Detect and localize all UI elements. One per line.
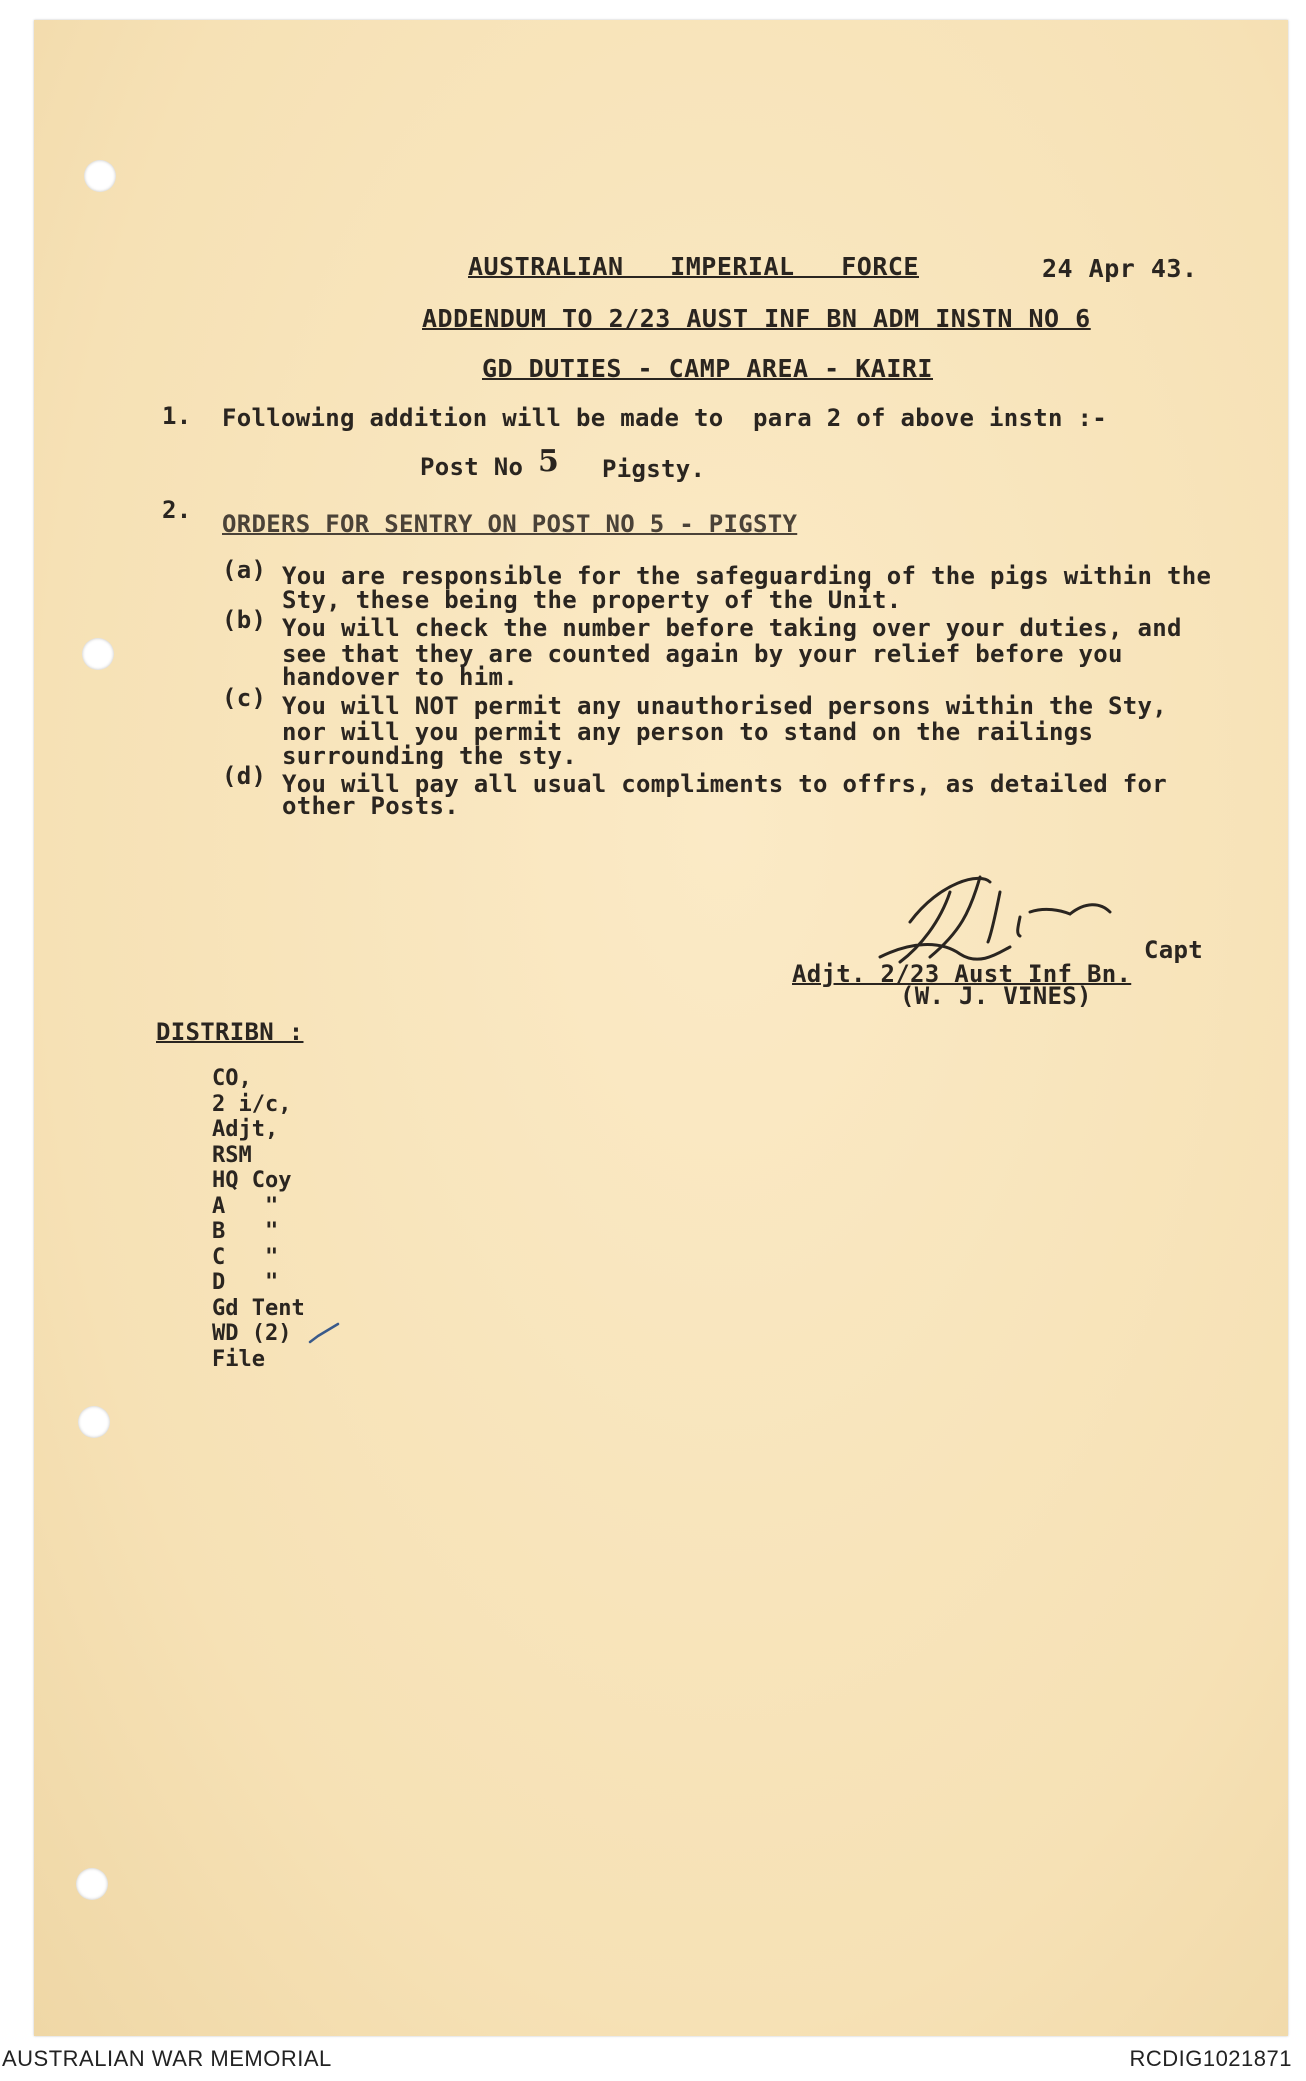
signature-rank: Capt (1144, 936, 1203, 964)
list-item: D " (212, 1270, 279, 1295)
punch-hole-3 (78, 1406, 110, 1438)
order-d-line-2: other Posts. (282, 792, 459, 820)
document-date: 24 Apr 43. (1042, 254, 1198, 283)
distribution-heading: DISTRIBN : (156, 1018, 304, 1046)
punch-hole-2 (82, 638, 114, 670)
order-d-label: (d) (222, 762, 267, 790)
order-a-label: (a) (222, 556, 267, 584)
post-label: Post No (420, 453, 524, 481)
signature-title: Adjt. 2/23 Aust Inf Bn. (792, 960, 1132, 988)
tick-mark-icon (306, 1322, 342, 1348)
list-item: A " (212, 1193, 279, 1219)
punch-hole-1 (84, 160, 116, 192)
list-item: WD (2) (212, 1321, 292, 1346)
order-b-line-3: handover to him. (282, 663, 518, 691)
order-b-label: (b) (222, 606, 267, 634)
order-a-line-2: Sty, these being the property of the Unit. (282, 586, 902, 614)
list-item: CO, (212, 1066, 252, 1091)
list-item: Adjt, (212, 1117, 279, 1142)
para-1-text: Following addition will be made to para 2 of above instn :- (222, 404, 1107, 432)
list-item: RSM (212, 1142, 252, 1168)
archive-reference: RCDIG1021871 (1129, 2046, 1292, 2071)
para-1-number: 1. (162, 402, 192, 430)
list-item: C " (212, 1244, 279, 1270)
addendum-title: ADDENDUM TO 2/23 AUST INF BN ADM INSTN NO 6 (422, 304, 1091, 333)
signature-name: (W. J. VINES) (900, 982, 1092, 1010)
order-b-line-2: see that they are counted again by your relief before you (282, 640, 1123, 668)
order-c-line-1: You will NOT permit any unauthorised persons within the Sty, (282, 692, 1167, 720)
order-c-line-3: surrounding the sty. (282, 742, 577, 770)
order-c-label: (c) (222, 684, 267, 712)
order-b-line-1: You will check the number before taking over your duties, and (282, 614, 1182, 642)
list-item: B " (212, 1219, 279, 1244)
list-item: File (212, 1346, 265, 1372)
list-item: HQ Coy (212, 1168, 292, 1193)
para-2-title: ORDERS FOR SENTRY ON POST NO 5 - PIGSTY (222, 510, 798, 538)
archive-credit: AUSTRALIAN WAR MEMORIAL (2, 2046, 332, 2071)
para-2-number: 2. (162, 496, 192, 524)
distribution-list (212, 1066, 305, 1372)
force-heading: AUSTRALIAN IMPERIAL FORCE (468, 252, 919, 281)
order-a-line-1: You are responsible for the safeguarding of the pigs within the (282, 562, 1212, 590)
list-item: Gd Tent (212, 1295, 305, 1321)
punch-hole-4 (76, 1868, 108, 1900)
subject-title: GD DUTIES - CAMP AREA - KAIRI (482, 354, 933, 383)
post-name: Pigsty. (602, 455, 706, 483)
order-d-line-1: You will pay all usual compliments to offrs, as detailed for (282, 770, 1167, 798)
list-item: 2 i/c, (212, 1091, 292, 1117)
post-number-handwritten: 5 (538, 444, 559, 479)
order-c-line-2: nor will you permit any person to stand on the railings (282, 718, 1094, 746)
